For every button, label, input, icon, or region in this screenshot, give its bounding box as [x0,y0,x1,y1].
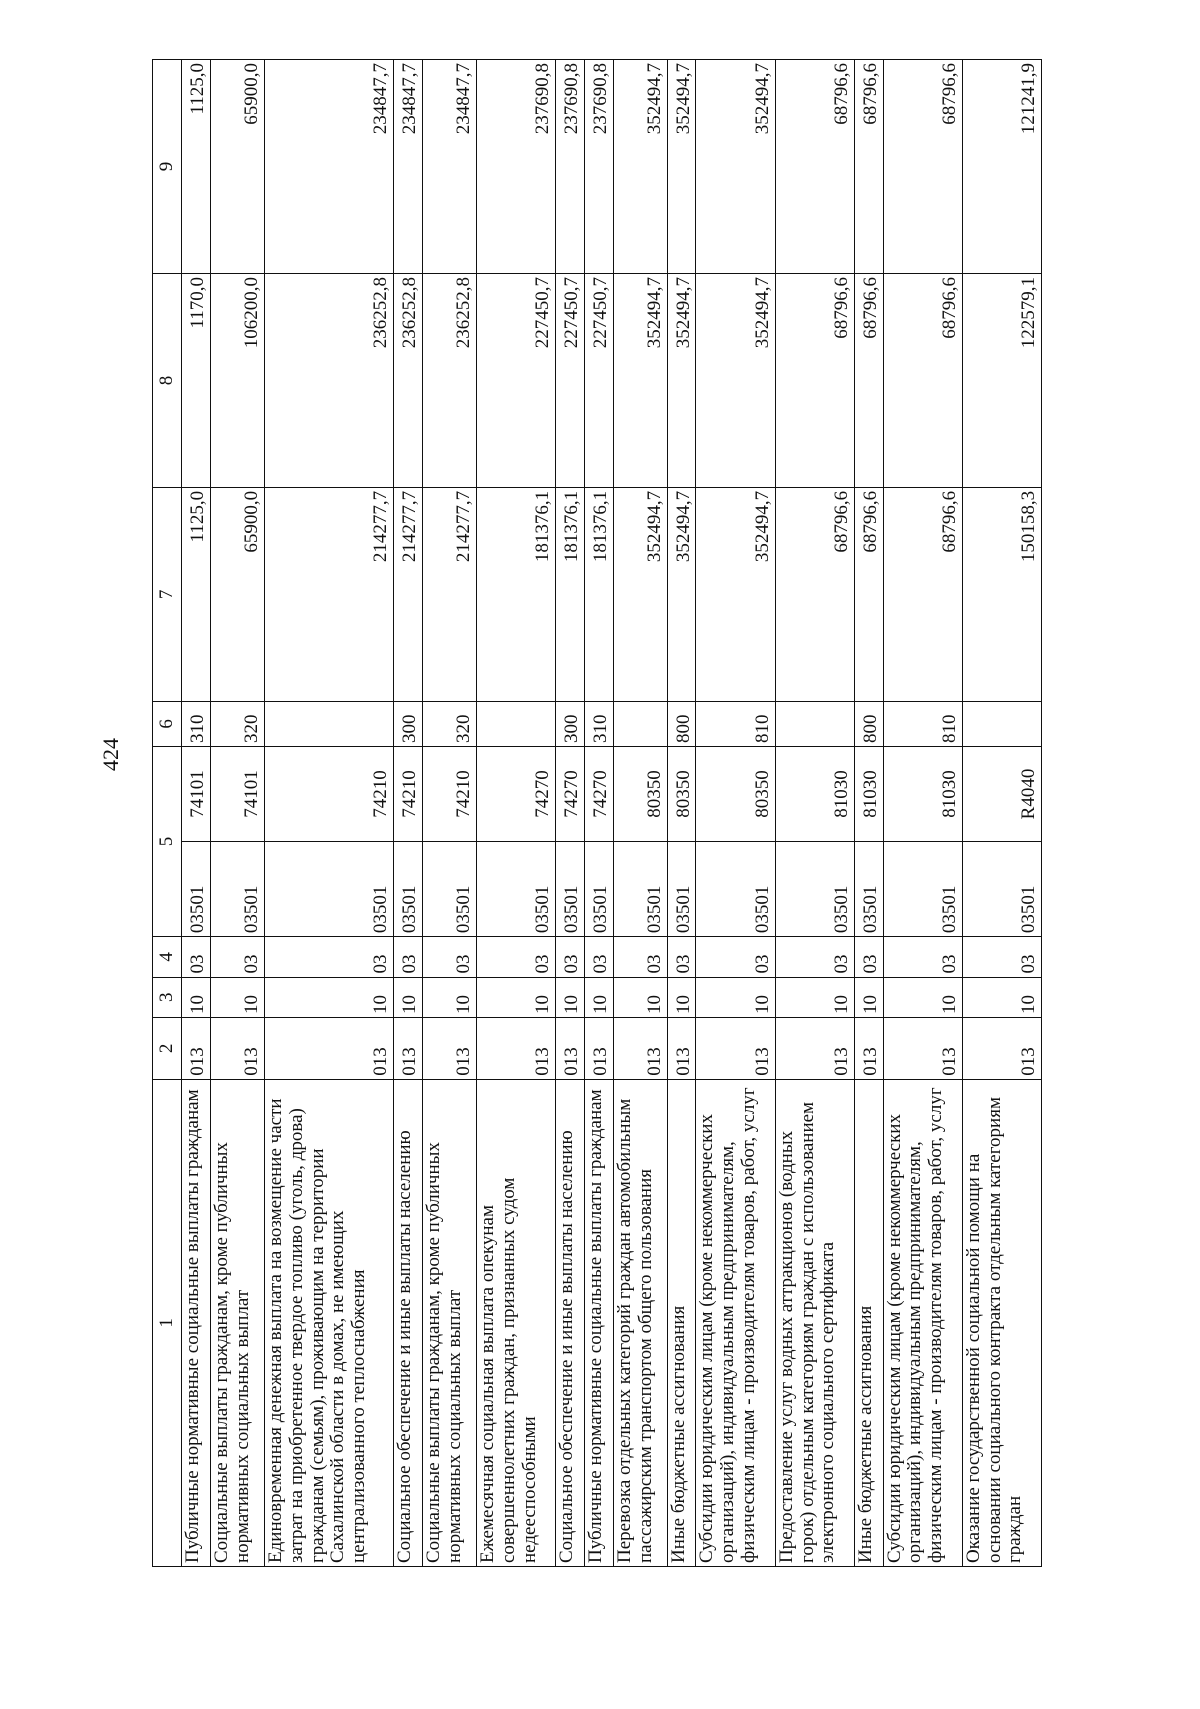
col-header-2: 2 [153,1017,182,1079]
cell-pr: 03 [667,937,696,977]
cell-prog: 03501 [883,842,962,937]
cell-value-1: 214277,7 [423,487,477,701]
cell-value-1: 1125,0 [182,487,211,701]
cell-vr [775,701,854,746]
cell-value-1: 214277,7 [264,487,394,701]
cell-vr [477,701,556,746]
cell-value-2: 227450,7 [556,273,585,487]
cell-vr: 320 [210,701,264,746]
table-row [962,60,1041,1567]
table-row [182,60,211,1567]
table-row [423,60,477,1567]
table-row [264,60,394,1567]
cell-dir: 80350 [696,746,775,841]
cell-rz: 10 [264,977,394,1017]
cell-prog: 03501 [423,842,477,937]
cell-ved: 013 [584,1017,613,1079]
table-row [584,60,613,1567]
header-row [153,60,182,1567]
cell-value-3: 1125,0 [182,60,211,274]
cell-value-3: 121241,9 [962,60,1041,274]
cell-value-1: 352494,7 [667,487,696,701]
cell-name: Социальное обеспечение и иные выплаты населению [394,1079,423,1566]
cell-dir: 81030 [883,746,962,841]
cell-dir: 81030 [854,746,883,841]
cell-value-3: 237690,8 [556,60,585,274]
cell-dir: 74210 [423,746,477,841]
cell-value-1: 352494,7 [696,487,775,701]
cell-vr: 810 [696,701,775,746]
cell-name: Иные бюджетные ассигнования [667,1079,696,1566]
cell-value-3: 237690,8 [584,60,613,274]
cell-rz: 10 [613,977,667,1017]
cell-pr: 03 [854,937,883,977]
table-row [210,60,264,1567]
cell-name: Предоставление услуг водных аттракционов (водных горок) отдельным категориям граждан с использованием электронного социального сертификата [775,1079,854,1566]
cell-rz: 10 [210,977,264,1017]
cell-name: Социальное обеспечение и иные выплаты населению [556,1079,585,1566]
cell-ved: 013 [775,1017,854,1079]
cell-vr: 810 [883,701,962,746]
col-header-9: 9 [153,60,182,274]
cell-value-3: 68796,6 [883,60,962,274]
cell-name: Публичные нормативные социальные выплаты гражданам [584,1079,613,1566]
cell-value-1: 181376,1 [584,487,613,701]
cell-value-2: 352494,7 [613,273,667,487]
cell-value-2: 122579,1 [962,273,1041,487]
cell-name: Субсидии юридическим лицам (кроме некоммерческих организаций), индивидуальным предпринимателям, физическим лицам - производителям товаров, работ, услуг [883,1079,962,1566]
cell-pr: 03 [556,937,585,977]
cell-pr: 03 [423,937,477,977]
cell-vr [613,701,667,746]
cell-prog: 03501 [584,842,613,937]
page-number: 424 [98,738,123,771]
cell-ved: 013 [423,1017,477,1079]
table-row [696,60,775,1567]
cell-name: Единовременная денежная выплата на возмещение части затрат на приобретенное твердое топливо (уголь, дрова) гражданам (семьям), проживающим на территории Сахалинской области в домах, не имеющих централизованного теплоснабжения [264,1079,394,1566]
cell-value-3: 234847,7 [394,60,423,274]
cell-ved: 013 [264,1017,394,1079]
cell-vr: 310 [584,701,613,746]
cell-value-3: 352494,7 [667,60,696,274]
cell-vr: 310 [182,701,211,746]
cell-vr: 320 [423,701,477,746]
cell-value-3: 65900,0 [210,60,264,274]
col-header-3: 3 [153,977,182,1017]
cell-value-3: 352494,7 [613,60,667,274]
cell-prog: 03501 [696,842,775,937]
cell-value-2: 106200,0 [210,273,264,487]
cell-vr [962,701,1041,746]
cell-ved: 013 [696,1017,775,1079]
cell-value-2: 68796,6 [854,273,883,487]
cell-dir: 81030 [775,746,854,841]
cell-rz: 10 [394,977,423,1017]
cell-prog: 03501 [962,842,1041,937]
col-header-5: 5 [153,746,182,936]
cell-value-1: 65900,0 [210,487,264,701]
cell-rz: 10 [854,977,883,1017]
cell-vr: 800 [667,701,696,746]
cell-value-3: 352494,7 [696,60,775,274]
cell-value-1: 214277,7 [394,487,423,701]
cell-dir: 74210 [264,746,394,841]
cell-dir: 80350 [667,746,696,841]
cell-name: Социальные выплаты гражданам, кроме публичных нормативных социальных выплат [423,1079,477,1566]
cell-pr: 03 [584,937,613,977]
cell-value-1: 68796,6 [775,487,854,701]
cell-value-3: 68796,6 [854,60,883,274]
cell-vr [264,701,394,746]
budget-table [152,59,1042,1567]
cell-prog: 03501 [556,842,585,937]
cell-rz: 10 [182,977,211,1017]
table-row [556,60,585,1567]
cell-value-3: 237690,8 [477,60,556,274]
cell-dir: 74101 [182,746,211,841]
cell-dir: 74270 [477,746,556,841]
cell-value-2: 236252,8 [423,273,477,487]
table-row [613,60,667,1567]
cell-value-2: 68796,6 [883,273,962,487]
cell-prog: 03501 [613,842,667,937]
cell-prog: 03501 [477,842,556,937]
cell-value-2: 236252,8 [394,273,423,487]
cell-value-1: 68796,6 [854,487,883,701]
col-header-1: 1 [153,1079,182,1566]
cell-name: Оказание государственной социальной помощи на основании социального контракта отдельным категориям граждан [962,1079,1041,1566]
cell-vr: 300 [394,701,423,746]
cell-prog: 03501 [210,842,264,937]
cell-rz: 10 [962,977,1041,1017]
cell-value-3: 68796,6 [775,60,854,274]
cell-pr: 03 [264,937,394,977]
cell-ved: 013 [394,1017,423,1079]
cell-rz: 10 [883,977,962,1017]
cell-prog: 03501 [182,842,211,937]
cell-name: Иные бюджетные ассигнования [854,1079,883,1566]
cell-value-2: 227450,7 [477,273,556,487]
cell-prog: 03501 [264,842,394,937]
cell-value-1: 352494,7 [613,487,667,701]
cell-rz: 10 [775,977,854,1017]
cell-rz: 10 [667,977,696,1017]
cell-name: Ежемесячная социальная выплата опекунам совершеннолетних граждан, признанных судом недееспособными [477,1079,556,1566]
cell-ved: 013 [477,1017,556,1079]
cell-name: Перевозка отдельных категорий граждан автомобильным пассажирским транспортом общего пользования [613,1079,667,1566]
cell-pr: 03 [613,937,667,977]
cell-value-2: 352494,7 [696,273,775,487]
cell-value-1: 68796,6 [883,487,962,701]
cell-ved: 013 [210,1017,264,1079]
table-body [182,60,1042,1567]
cell-pr: 03 [962,937,1041,977]
cell-prog: 03501 [854,842,883,937]
cell-ved: 013 [883,1017,962,1079]
cell-dir: 74210 [394,746,423,841]
cell-prog: 03501 [394,842,423,937]
cell-ved: 013 [556,1017,585,1079]
cell-prog: 03501 [667,842,696,937]
cell-name: Социальные выплаты гражданам, кроме публичных нормативных социальных выплат [210,1079,264,1566]
cell-value-1: 181376,1 [477,487,556,701]
cell-dir: 74270 [584,746,613,841]
cell-value-2: 227450,7 [584,273,613,487]
cell-value-3: 234847,7 [264,60,394,274]
table-row [394,60,423,1567]
col-header-8: 8 [153,273,182,487]
cell-name: Субсидии юридическим лицам (кроме некоммерческих организаций), индивидуальным предпринимателям, физическим лицам - производителям товаров, работ, услуг [696,1079,775,1566]
table-row [775,60,854,1567]
col-header-6: 6 [153,701,182,746]
cell-ved: 013 [962,1017,1041,1079]
cell-dir: 74270 [556,746,585,841]
cell-dir: R4040 [962,746,1041,841]
cell-pr: 03 [775,937,854,977]
cell-value-2: 236252,8 [264,273,394,487]
cell-vr: 800 [854,701,883,746]
cell-rz: 10 [477,977,556,1017]
cell-ved: 013 [182,1017,211,1079]
cell-value-2: 352494,7 [667,273,696,487]
table-row [854,60,883,1567]
table-row [477,60,556,1567]
cell-pr: 03 [696,937,775,977]
cell-value-1: 181376,1 [556,487,585,701]
cell-vr: 300 [556,701,585,746]
cell-dir: 74101 [210,746,264,841]
cell-value-2: 68796,6 [775,273,854,487]
table-row [883,60,962,1567]
cell-rz: 10 [556,977,585,1017]
cell-rz: 10 [423,977,477,1017]
cell-name: Публичные нормативные социальные выплаты гражданам [182,1079,211,1566]
cell-value-3: 234847,7 [423,60,477,274]
cell-value-2: 1170,0 [182,273,211,487]
cell-rz: 10 [584,977,613,1017]
table-row [667,60,696,1567]
cell-value-1: 150158,3 [962,487,1041,701]
cell-pr: 03 [394,937,423,977]
cell-ved: 013 [667,1017,696,1079]
cell-ved: 013 [613,1017,667,1079]
cell-pr: 03 [182,937,211,977]
cell-dir: 80350 [613,746,667,841]
cell-pr: 03 [883,937,962,977]
cell-pr: 03 [477,937,556,977]
cell-rz: 10 [696,977,775,1017]
cell-pr: 03 [210,937,264,977]
budget-table-container [152,59,1042,1567]
col-header-4: 4 [153,937,182,977]
cell-ved: 013 [854,1017,883,1079]
col-header-7: 7 [153,487,182,701]
cell-prog: 03501 [775,842,854,937]
